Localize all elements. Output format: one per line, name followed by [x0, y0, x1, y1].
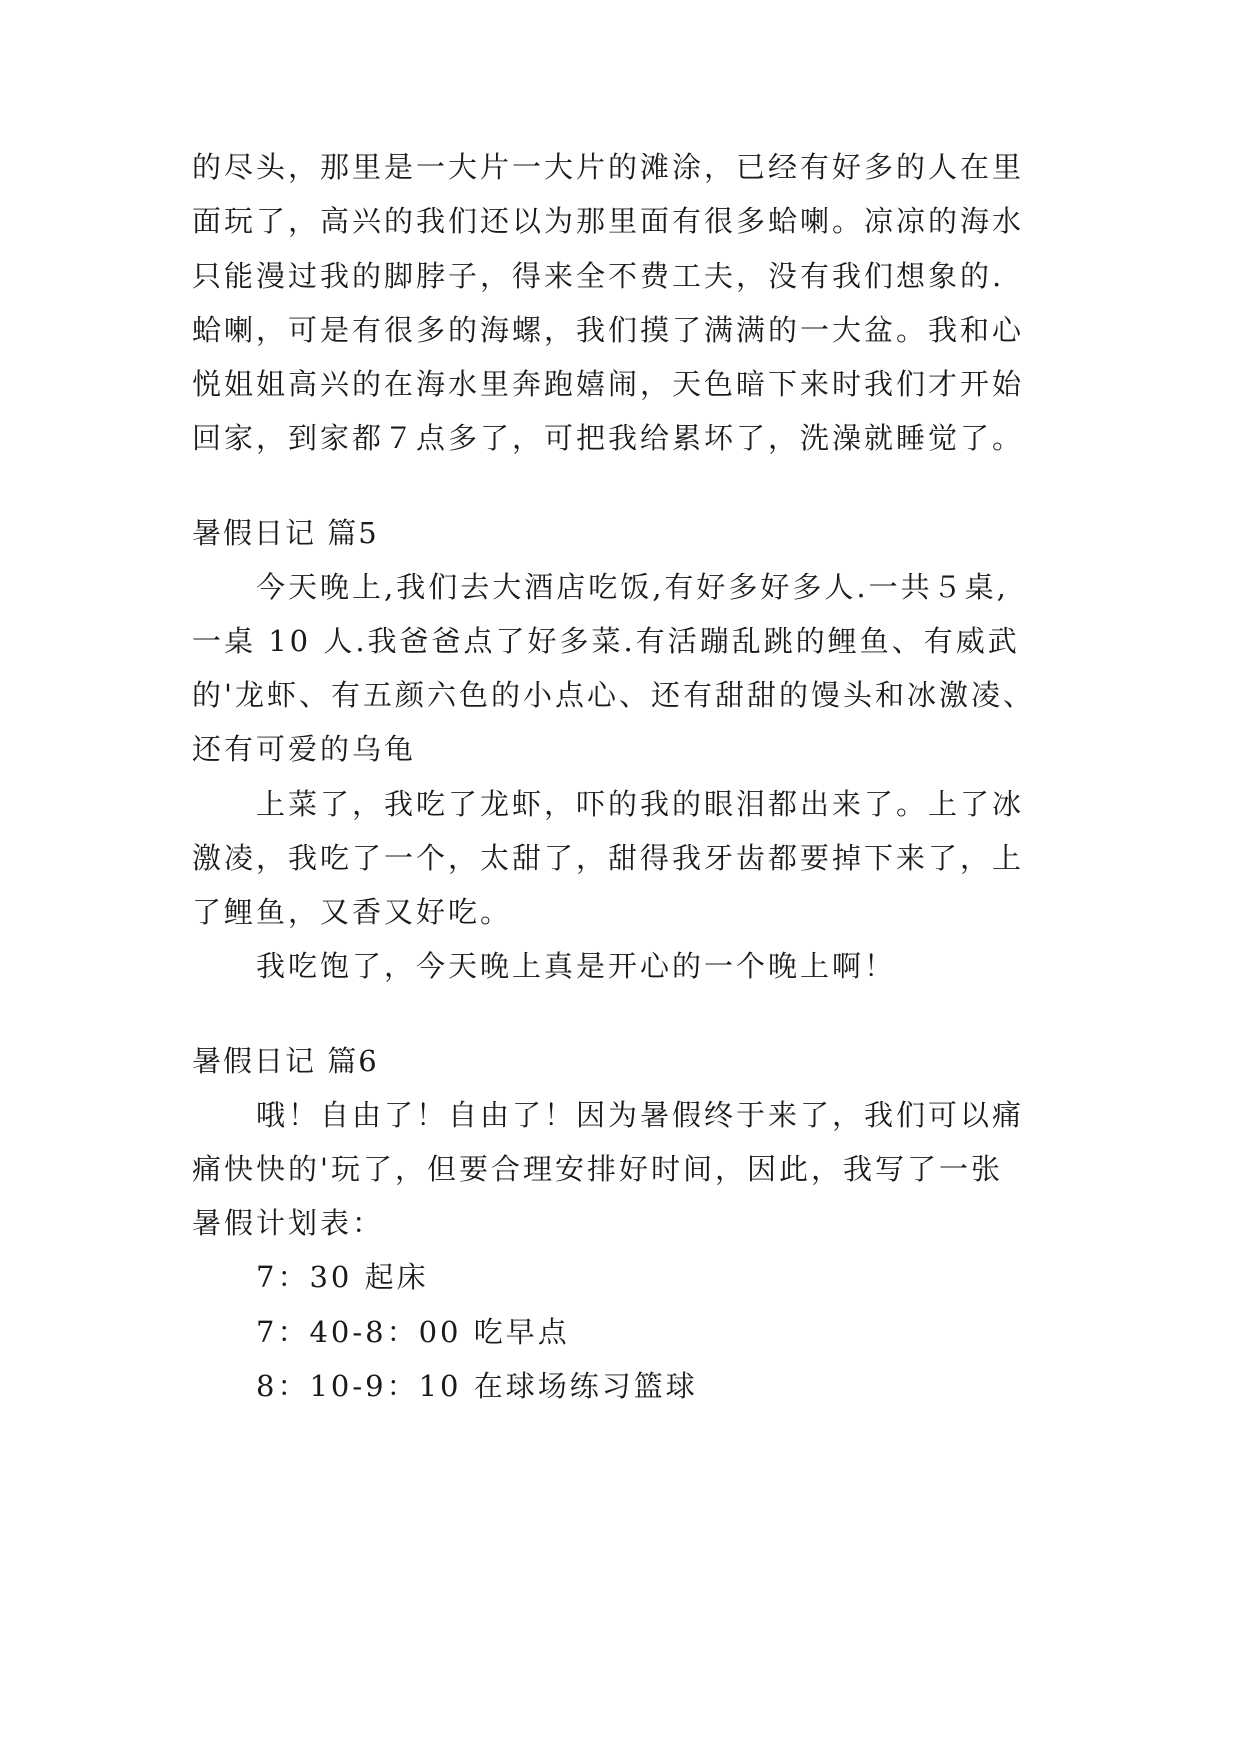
paragraph-line: 面玩了，高兴的我们还以为那里面有很多蛤喇。凉凉的海水 — [192, 204, 1025, 238]
schedule-item: 7：30 起床 — [256, 1260, 429, 1294]
paragraph-line: 痛快快的'玩了，但要合理安排好时间，因此，我写了一张 — [192, 1152, 1003, 1186]
paragraph-line: 回家，到家都７点多了，可把我给累坏了，洗澡就睡觉了。 — [192, 421, 1025, 455]
paragraph-line: 哦！自由了！自由了！因为暑假终于来了，我们可以痛 — [256, 1098, 1025, 1132]
paragraph-line: 悦姐姐高兴的在海水里奔跑嬉闹，天色暗下来时我们才开始 — [192, 367, 1025, 401]
schedule-item: 7：40-8：00 吃早点 — [256, 1315, 570, 1349]
paragraph-line: 还有可爱的乌龟 — [192, 732, 417, 766]
paragraph-line: 暑假计划表： — [192, 1206, 385, 1240]
paragraph-line: 今天晚上,我们去大酒店吃饭,有好多好多人.一共５桌, — [256, 570, 1009, 604]
paragraph-line: 蛤喇，可是有很多的海螺，我们摸了满满的一大盆。我和心 — [192, 313, 1025, 347]
paragraph-line: 只能漫过我的脚脖子，得来全不费工夫，没有我们想象的. — [192, 259, 1005, 293]
paragraph-line: 我吃饱了，今天晚上真是开心的一个晚上啊！ — [256, 949, 897, 983]
paragraph-line: 一桌 10 人.我爸爸点了好多菜.有活蹦乱跳的鲤鱼、有威武 — [192, 624, 1020, 658]
paragraph-line: 了鲤鱼，又香又好吃。 — [192, 895, 513, 929]
paragraph-line: 激凌，我吃了一个，太甜了，甜得我牙齿都要掉下来了，上 — [192, 841, 1025, 875]
paragraph-line: 的'龙虾、有五颜六色的小点心、还有甜甜的馒头和冰激凌、 — [192, 678, 1035, 712]
paragraph-line: 上菜了，我吃了龙虾，吓的我的眼泪都出来了。上了冰 — [256, 787, 1025, 821]
schedule-item: 8：10-9：10 在球场练习篮球 — [256, 1369, 698, 1403]
section-title: 暑假日记 篇6 — [192, 1044, 379, 1078]
section-title: 暑假日记 篇5 — [192, 516, 379, 550]
paragraph-line: 的尽头，那里是一大片一大片的滩涂，已经有好多的人在里 — [192, 150, 1025, 184]
